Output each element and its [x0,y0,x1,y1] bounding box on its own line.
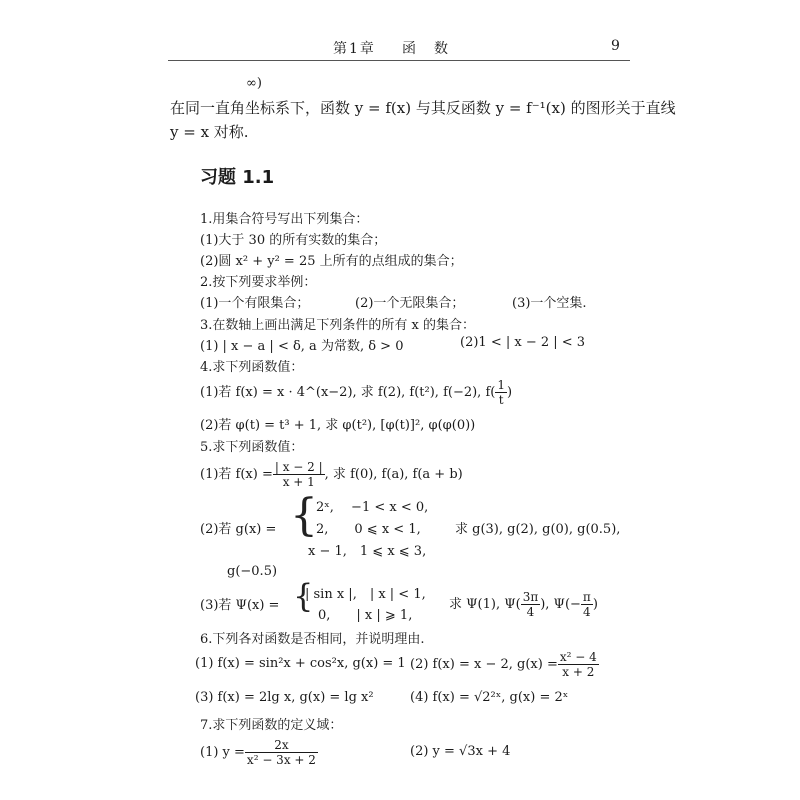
piecewise-case-1: | sin x |, | x | < 1, [305,587,426,602]
fraction-numerator: π [582,590,591,604]
ask-text: 求 Ψ(1), Ψ( [449,597,521,612]
page-number: 9 [611,38,622,54]
problem-6-item-3: (3) f(x) = 2lg x, g(x) = lg x² [195,690,374,705]
problem-5-item-1-text: (1)若 f(x) = [200,467,273,482]
fraction-numerator: 2x [274,738,289,752]
piecewise-case-1: 2ˣ, −1 < x < 0, [316,500,429,515]
ask-end: ) [592,597,598,612]
problem-2-item-2: (2)一个无限集合； [355,296,465,311]
fraction [245,738,318,767]
fraction-denominator: x + 1 [273,474,325,489]
fraction [521,590,541,619]
problem-5-item-3-label: (3)若 Ψ(x) = [200,598,280,613]
problem-6-item-2-text: (2) f(x) = x − 2, g(x) = [410,657,558,672]
piecewise-case-2: 2, 0 ⩽ x < 1, [316,522,421,537]
problem-7-item-1-text: (1) y = [200,745,245,760]
problem-7-stem: 7.求下列函数的定义域： [200,718,343,733]
piecewise-case-2: 0, | x | ⩾ 1, [318,608,413,623]
intro-line-1: 在同一直角坐标系下，函数 y = f(x) 与其反函数 y = f⁻¹(x) 的图形关于直线 [170,99,676,117]
fraction-numerator: 1 [497,378,505,392]
section-title: 习题 1.1 [200,167,275,188]
problem-5-item-2-ask: 求 g(3), g(2), g(0), g(0.5), [455,522,621,537]
problem-1-item-2: (2)圆 x² + y² = 25 上所有的点组成的集合； [200,254,463,269]
problem-3-item-2: (2)1 < | x − 2 | < 3 [460,335,586,350]
fraction [581,590,593,619]
problem-2-stem: 2.按下列要求举例： [200,275,317,290]
problem-5-item-1 [200,460,463,489]
problem-4-item-2: (2)若 φ(t) = t³ + 1, 求 φ(t²), [φ(t)]², φ(φ(0)) [200,418,476,433]
problem-5-item-1-end: , 求 f(0), f(a), f(a + b) [324,467,463,482]
chapter-title: 函 数 [402,41,450,57]
problem-3-item-1: (1) | x − a | < δ, a 为常数, δ > 0 [200,339,404,354]
problem-1-stem: 1.用集合符号写出下列集合： [200,212,369,227]
chapter-label: 第1章 [333,41,376,57]
problem-5-item-2-label: (2)若 g(x) = [200,522,277,537]
piecewise-case-3: x − 1, 1 ⩽ x ⩽ 3, [308,544,427,559]
problem-5-stem: 5.求下列函数值： [200,440,304,455]
problem-4-item-1-text: (1)若 f(x) = x · 4^(x−2), 求 f(2), f(t²), f(−2), f( [200,385,496,400]
fraction-denominator: t [495,392,507,407]
fraction-denominator: x + 2 [558,664,599,679]
problem-1-item-1: (1)大于 30 的所有实数的集合； [200,233,387,248]
intro-line-2: y = x 对称. [170,123,249,141]
problem-4-item-1-end: ) [506,385,513,400]
fraction-numerator: x² − 4 [559,650,597,664]
problem-2-item-3: (3)一个空集. [512,296,587,311]
intro-fragment: ∞) [246,76,262,91]
left-brace: { [290,490,318,541]
problem-4-item-1 [200,378,512,407]
fraction-denominator: 4 [521,604,541,619]
problem-5-item-3-ask [449,590,598,619]
header-rule [168,60,630,61]
fraction [273,460,325,489]
problem-6-item-4: (4) f(x) = √2²ˣ, g(x) = 2ˣ [410,690,569,705]
fraction-denominator: 4 [581,604,593,619]
problem-4-stem: 4.求下列函数值： [200,360,304,375]
fraction-numerator: | x − 2 | [274,460,323,474]
problem-3-stem: 3.在数轴上画出满足下列条件的所有 x 的集合： [200,318,475,333]
fraction-denominator: x² − 3x + 2 [246,753,316,767]
fraction-numerator: 3π [522,590,539,604]
problem-7-item-2: (2) y = √3x + 4 [410,744,511,759]
problem-7-item-1 [200,738,318,767]
fraction [495,378,507,407]
left-brace: { [293,577,314,615]
problem-2-item-1: (1)一个有限集合； [200,296,310,311]
problem-6-item-1: (1) f(x) = sin²x + cos²x, g(x) = 1 [195,656,406,671]
problem-5-item-2-continued: g(−0.5) [227,564,278,579]
problem-6-item-2 [410,650,599,679]
fraction [558,650,599,679]
ask-mid: ), Ψ(− [540,597,581,612]
problem-6-stem: 6.下列各对函数是否相同，并说明理由. [200,632,425,647]
